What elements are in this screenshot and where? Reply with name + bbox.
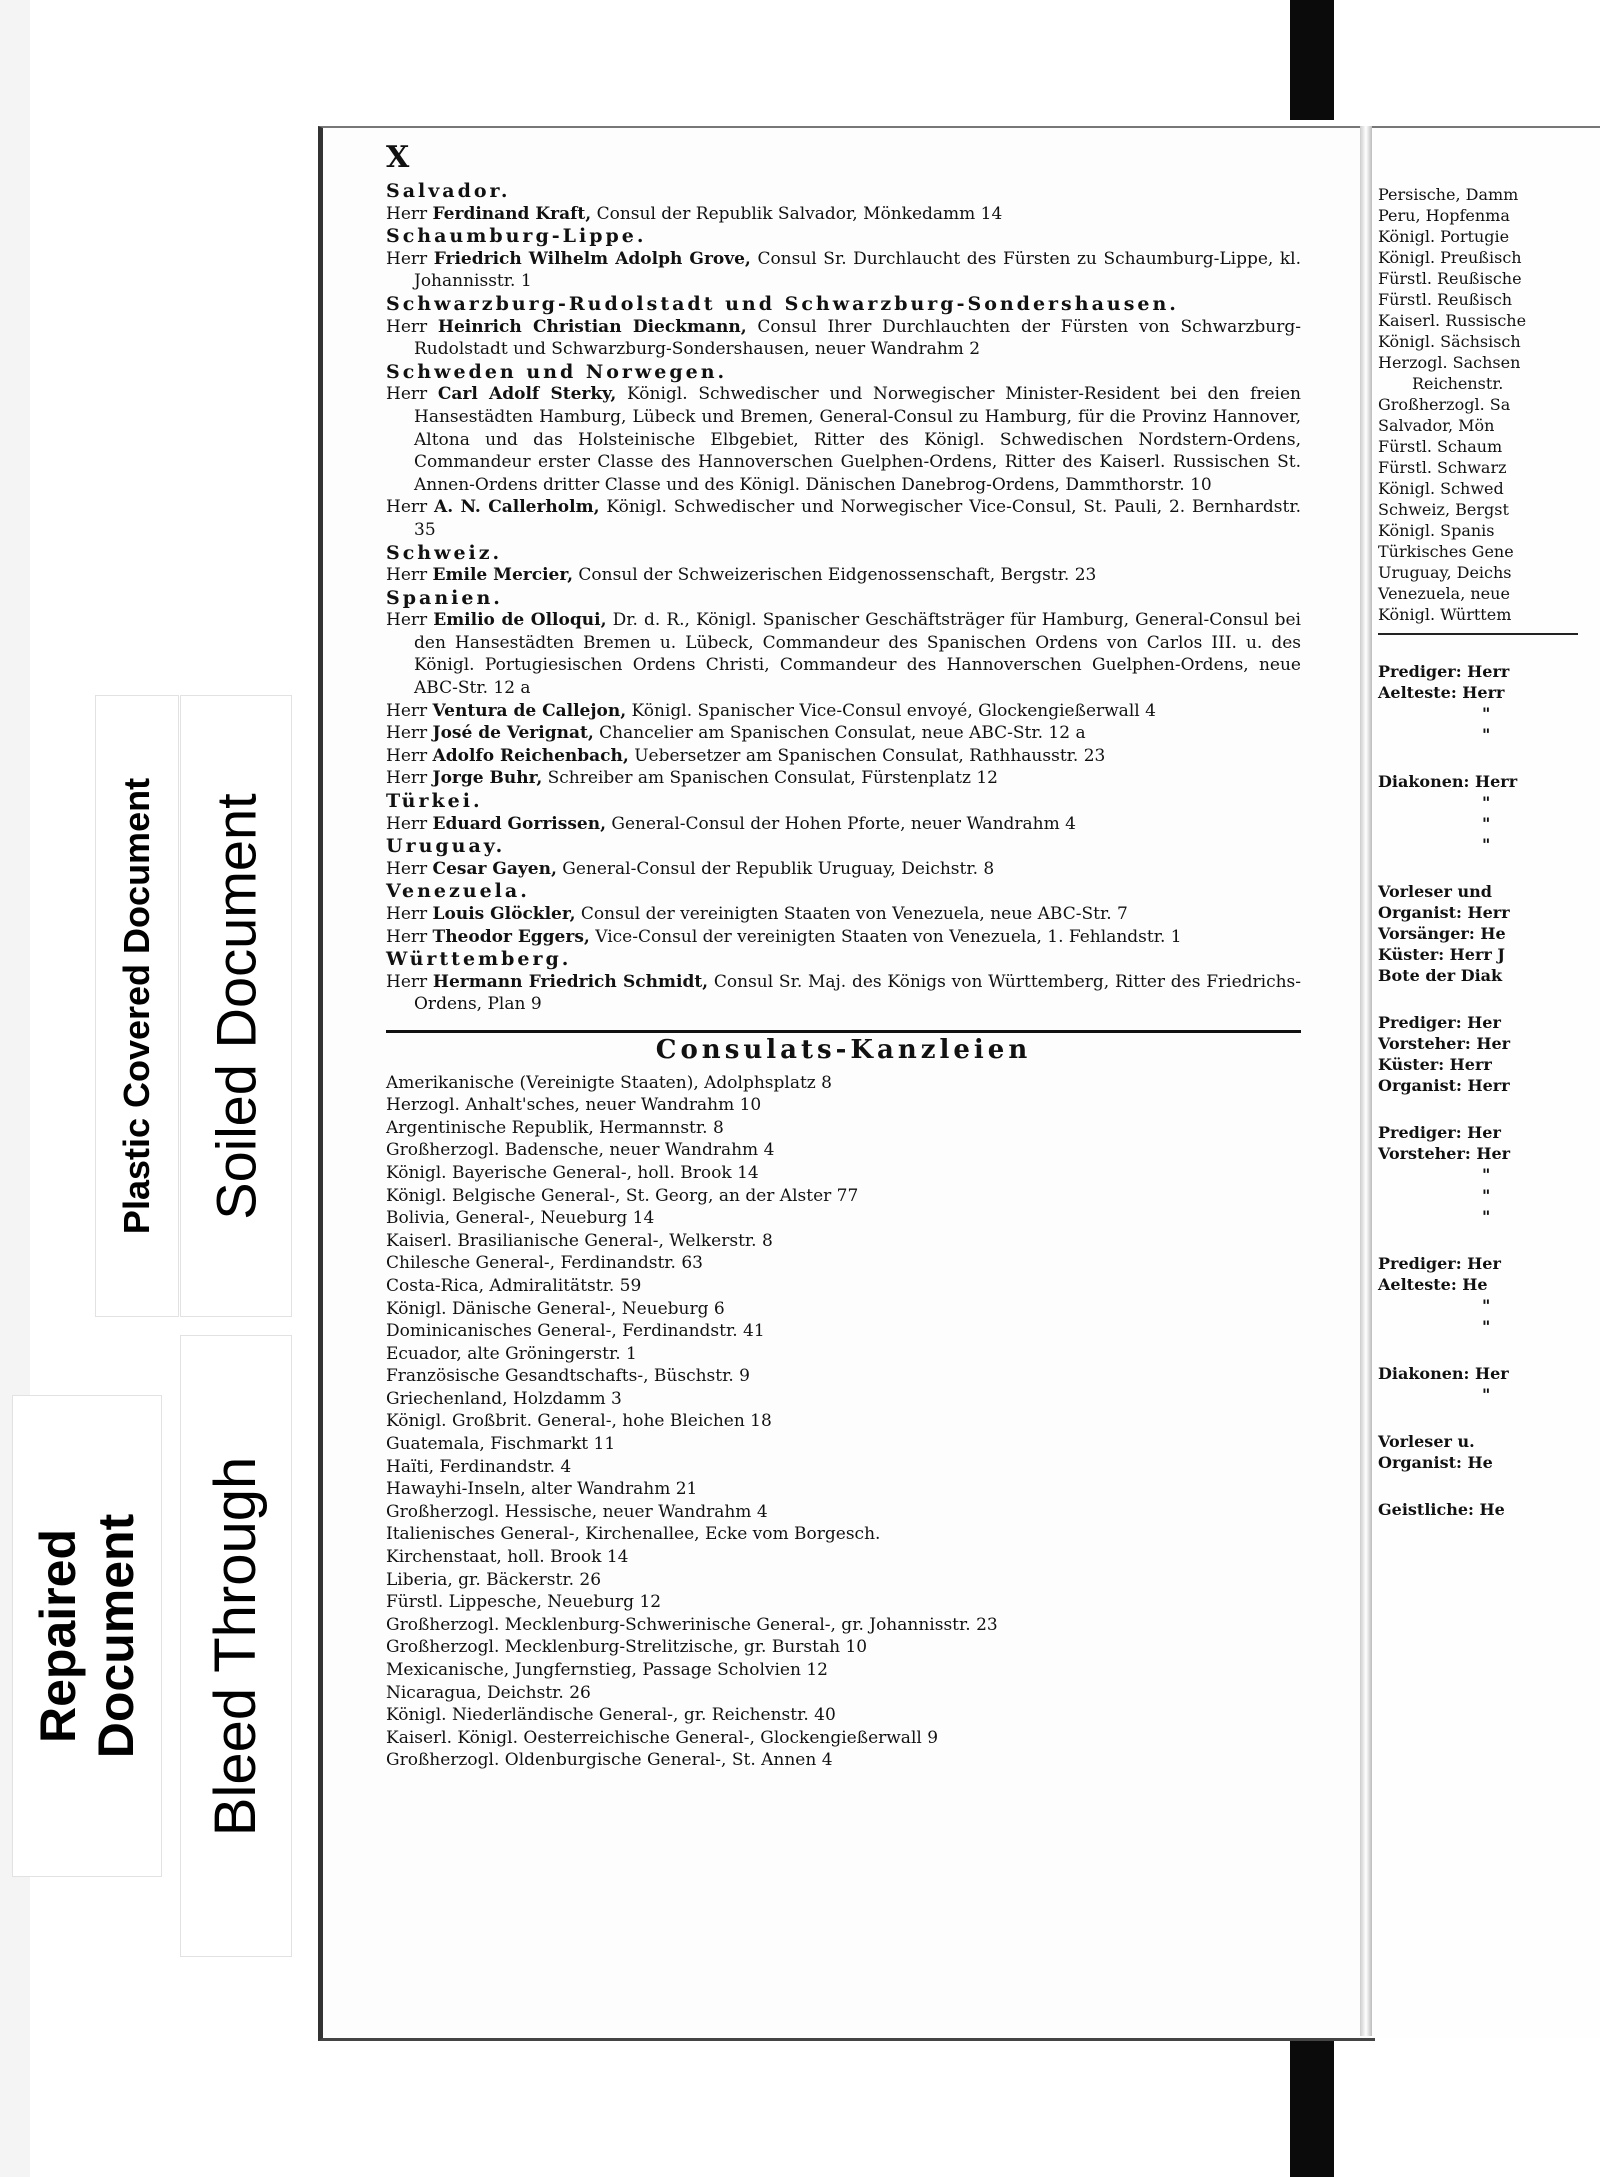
consul-details: Schreiber am Spanischen Consulat, Fürstenplatz 12 (547, 768, 998, 789)
country-heading: Venezuela. (386, 880, 530, 903)
consul-details: Dr. d. R., Königl. Spanischer Geschäftsträger für Hamburg, General-Consul bei den Hansestädten Bremen u. Lübeck, Commandeur des Spanischen Ordens von Carlos III. u. des Königl. Portugiesischen Ordens Christi, Commandeur des Hannoverschen Guelphen-Ordens, neue ABC-Str. 12 a (414, 610, 1301, 699)
kanzlei-item: Großherzogl. Hessische, neuer Wandrahm 4 (386, 1501, 768, 1522)
facing-page (1372, 126, 1600, 2038)
entry-prefix: Herr (386, 813, 428, 834)
facing-page-church-line: Organist: Herr (1378, 1076, 1510, 1095)
facing-page-line: Königl. Schwed (1378, 479, 1504, 498)
facing-page-church-line: Küster: Herr J (1378, 945, 1505, 964)
consul-name: Ventura de Callejon, (432, 700, 627, 721)
facing-page-church-line: Prediger: Herr (1378, 662, 1510, 681)
facing-page-church-line: Vorsteher: Her (1378, 1144, 1511, 1163)
facing-page-church-line: Aelteste: He (1378, 1275, 1488, 1294)
facing-page-church-line: Organist: Herr (1378, 903, 1510, 922)
facing-page-church-line: Aelteste: Herr (1378, 683, 1505, 702)
book-gutter (1360, 126, 1372, 2036)
repaired-label: Repaired Document (30, 1513, 144, 1759)
facing-page-line: Königl. Württem (1378, 605, 1512, 624)
entry-prefix: Herr (386, 700, 428, 721)
consul-entry (386, 722, 1301, 745)
kanzlei-item: Königl. Niederländische General-, gr. Reichenstr. 40 (386, 1705, 836, 1726)
repaired-stamp (12, 1395, 162, 1877)
consul-details: Königl. Schwedischer und Norwegischer Vice-Consul, St. Pauli, 2. Bernhardstr. 35 (414, 497, 1301, 540)
kanzlei-item: Königl. Dänische General-, Neueburg 6 (386, 1298, 725, 1319)
kanzlei-item: Liberia, gr. Bäckerstr. 26 (386, 1569, 602, 1590)
facing-page-church-line: " (1482, 814, 1491, 833)
entry-prefix: Herr (386, 203, 428, 224)
country-heading: Türkei. (386, 790, 483, 813)
kanzlei-item: Fürstl. Lippesche, Neueburg 12 (386, 1592, 662, 1613)
facing-page-church-line: " (1482, 1186, 1491, 1205)
facing-page-church-line: Diakonen: Herr (1378, 772, 1518, 791)
facing-page-line: Persische, Damm (1378, 185, 1519, 204)
facing-page-church-line: " (1482, 725, 1491, 744)
consul-name: Adolfo Reichenbach, (432, 745, 629, 766)
kanzlei-item: Königl. Belgische General-, St. Georg, an der Alster 77 (386, 1185, 859, 1206)
consul-name: Emile Mercier, (432, 565, 573, 586)
facing-page-line: Großherzogl. Sa (1378, 395, 1511, 414)
facing-page-church-line: Vorleser und (1378, 882, 1492, 901)
kanzlei-item: Griechenland, Holzdamm 3 (386, 1388, 622, 1409)
consul-details: Vice-Consul der vereinigten Staaten von Venezuela, 1. Fehlandstr. 1 (595, 926, 1182, 947)
entry-prefix: Herr (386, 768, 428, 789)
facing-page-church-line: Vorleser u. (1378, 1432, 1475, 1451)
facing-page-church-line: Küster: Herr (1378, 1055, 1492, 1074)
kanzlei-item: Argentinische Republik, Hermannstr. 8 (386, 1117, 724, 1138)
kanzleien-title: Consulats-Kanzleien (655, 1034, 1032, 1065)
facing-page-church-line: " (1482, 704, 1491, 723)
facing-page-line: Fürstl. Schaum (1378, 437, 1503, 456)
consul-details: General-Consul der Republik Uruguay, Deichstr. 8 (562, 858, 995, 879)
bleed-through-label: Bleed Through (203, 1456, 269, 1836)
entry-prefix: Herr (386, 610, 428, 631)
consul-entry (386, 903, 1301, 926)
entry-prefix: Herr (386, 858, 428, 879)
country-heading: Uruguay. (386, 835, 506, 858)
facing-page-church-list (1372, 661, 1600, 1520)
bleed-through-stamp (180, 1335, 292, 1957)
kanzlei-item: Bolivia, General-, Neueburg 14 (386, 1208, 655, 1229)
entry-prefix: Herr (386, 316, 428, 337)
facing-page-church-line: Vorsteher: Her (1378, 1034, 1511, 1053)
consul-entry (386, 767, 1301, 790)
consul-entry (386, 926, 1301, 949)
facing-page-line: Königl. Preußisch (1378, 248, 1522, 267)
facing-page-line: Schweiz, Bergst (1378, 500, 1509, 519)
facing-page-line: Peru, Hopfenma (1378, 206, 1510, 225)
consul-details: Consul Sr. Maj. des Königs von Württemberg, Ritter des Friedrichs-Ordens, Plan 9 (414, 971, 1302, 1015)
facing-page-church-line: " (1482, 1317, 1491, 1336)
consul-details: Consul Ihrer Durchlauchten der Fürsten von Schwarzburg-Rudolstadt und Schwarzburg-Sondershausen, neuer Wandrahm 2 (414, 316, 1301, 360)
scan-black-bar-top (1290, 0, 1334, 120)
consul-entry (386, 564, 1301, 587)
consul-details: Chancelier am Spanischen Consulat, neue ABC-Str. 12 a (599, 723, 1086, 744)
consul-details: Consul der Republik Salvador, Mönkedamm 14 (596, 203, 1003, 224)
facing-page-line: Fürstl. Reußisch (1378, 290, 1513, 309)
kanzlei-item: Ecuador, alte Gröningerstr. 1 (386, 1343, 637, 1364)
kanzlei-item: Nicaragua, Deichstr. 26 (386, 1682, 591, 1703)
kanzlei-item: Großherzogl. Oldenburgische General-, St. Annen 4 (386, 1750, 833, 1771)
facing-page-church-line: " (1482, 1165, 1491, 1184)
consul-name: Hermann Friedrich Schmidt, (432, 971, 709, 992)
facing-page-church-line: Geistliche: He (1378, 1500, 1505, 1519)
consul-entry (386, 745, 1301, 768)
entry-prefix: Herr (386, 904, 428, 924)
consul-details: Königl. Schwedischer und Norwegischer Minister-Resident bei den freien Hansestädten Hamburg, Lübeck und Bremen, General-Consul zu Hamburg, für die Provinz Hannover, Altona und das Holsteinische Elbgebiet, Ritter des Königl. Schwedischen Nordstern-Ordens, Commandeur erster Classe des Hannoverschen Guelphen-Ordens, Ritter des Kaiserl. Russischen St. Annen-Ordens dritter Classe und des Königl. Dänischen Danebrog-Ordens, Dammthorstr. 10 (414, 384, 1302, 495)
entry-prefix: Herr (386, 497, 428, 518)
entry-prefix: Herr (386, 971, 428, 992)
consul-details: Uebersetzer am Spanischen Consulat, Rathhausstr. 23 (634, 745, 1106, 766)
kanzlei-item: Italienisches General-, Kirchenallee, Ecke vom Borgesch. (386, 1524, 881, 1545)
kanzlei-item: Großherzogl. Badensche, neuer Wandrahm 4 (386, 1140, 775, 1161)
facing-page-church-line: Vorsänger: He (1378, 924, 1506, 943)
facing-page-rule (1378, 633, 1578, 635)
facing-page-church-line: " (1482, 1385, 1491, 1404)
facing-page-line: Königl. Portugie (1378, 227, 1510, 246)
kanzlei-item: Königl. Großbrit. General-, hohe Bleichen 18 (386, 1411, 772, 1432)
kanzlei-item: Mexicanische, Jungfernstieg, Passage Scholvien 12 (386, 1660, 828, 1680)
consul-name: Louis Glöckler, (432, 904, 576, 924)
facing-page-line: Venezuela, neue (1378, 584, 1510, 603)
consul-entry (386, 383, 1301, 496)
consul-entry (386, 248, 1301, 293)
country-heading: Spanien. (386, 586, 503, 609)
entry-prefix: Herr (386, 248, 428, 269)
soiled-label: Soiled Document (204, 792, 268, 1220)
page-number: X (386, 140, 410, 175)
kanzlei-item: Großherzogl. Mecklenburg-Schwerinische General-, gr. Johannisstr. 23 (386, 1614, 998, 1635)
kanzlei-item: Haïti, Ferdinandstr. 4 (386, 1456, 572, 1477)
kanzlei-item: Dominicanisches General-, Ferdinandstr. 41 (386, 1321, 765, 1342)
country-heading: Schweiz. (386, 541, 503, 564)
consul-details: Königl. Spanischer Vice-Consul envoyé, Glockengießerwall 4 (631, 700, 1156, 721)
kanzlei-item: Kirchenstaat, holl. Brook 14 (386, 1547, 629, 1568)
consul-name: Ferdinand Kraft, (432, 203, 592, 224)
facing-page-church-line: Bote der Diak (1378, 966, 1503, 985)
kanzlei-item: Chilesche General-, Ferdinandstr. 63 (386, 1253, 703, 1274)
consul-name: Jorge Buhr, (432, 768, 543, 789)
consul-name: José de Verignat, (432, 723, 594, 744)
consul-entry (386, 813, 1301, 836)
consul-entry (386, 496, 1301, 541)
facing-page-church-line: Prediger: Her (1378, 1254, 1501, 1273)
facing-page-line: Fürstl. Schwarz (1378, 458, 1507, 477)
kanzlei-item: Costa-Rica, Admiralitätstr. 59 (386, 1275, 642, 1296)
consul-details: Consul der vereinigten Staaten von Venezuela, neue ABC-Str. 7 (580, 904, 1128, 924)
facing-page-church-line: " (1482, 1207, 1491, 1226)
consul-name: A. N. Callerholm, (434, 497, 600, 518)
consul-entries (386, 180, 1301, 1016)
facing-page-line: Königl. Spanis (1378, 521, 1495, 540)
consul-name: Carl Adolf Sterky, (437, 384, 617, 405)
country-heading: Schwarzburg-Rudolstadt und Schwarzburg-Sondershausen. (386, 292, 1179, 315)
consul-name: Heinrich Christian Dieckmann, (437, 316, 747, 337)
facing-page-list (1372, 128, 1600, 625)
plastic-covered-label: Plastic Covered Document (116, 777, 158, 1235)
kanzlei-item: Amerikanische (Vereinigte Staaten), Adolphsplatz 8 (386, 1072, 832, 1093)
consul-details: Consul Sr. Durchlaucht des Fürsten zu Schaumburg-Lippe, kl. Johannisstr. 1 (414, 248, 1302, 292)
consul-details: General-Consul der Hohen Pforte, neuer Wandrahm 4 (611, 813, 1076, 834)
consul-entry (386, 316, 1301, 361)
consul-name: Friedrich Wilhelm Adolph Grove, (433, 248, 751, 269)
entry-prefix: Herr (386, 565, 428, 586)
consul-details: Consul der Schweizerischen Eidgenossenschaft, Bergstr. 23 (578, 565, 1097, 586)
country-heading: Schweden und Norwegen. (386, 360, 728, 383)
kanzlei-item: Kaiserl. Königl. Oesterreichische General-, Glockengießerwall 9 (386, 1727, 939, 1748)
consul-name: Emilio de Olloqui, (433, 610, 607, 631)
soiled-stamp (180, 695, 292, 1317)
facing-page-church-line: Organist: He (1378, 1453, 1493, 1472)
consul-entry (386, 700, 1301, 723)
entry-prefix: Herr (386, 745, 428, 766)
scan-black-bar-bottom (1290, 2035, 1334, 2177)
kanzlei-item: Hawayhi-Inseln, alter Wandrahm 21 (386, 1479, 698, 1500)
country-heading: Schaumburg-Lippe. (386, 225, 647, 248)
kanzlei-item: Königl. Bayerische General-, holl. Brook 14 (386, 1162, 759, 1183)
facing-page-line: Uruguay, Deichs (1378, 563, 1512, 582)
entry-prefix: Herr (386, 723, 428, 744)
facing-page-line: Reichenstr. (1412, 374, 1504, 393)
kanzleien-list (386, 1072, 1301, 1772)
facing-page-church-line: " (1482, 1296, 1491, 1315)
facing-page-church-line: Diakonen: Her (1378, 1364, 1509, 1383)
country-heading: Württemberg. (386, 948, 572, 971)
facing-page-church-line: " (1482, 835, 1491, 854)
facing-page-church-line: " (1482, 793, 1491, 812)
consul-name: Eduard Gorrissen, (432, 813, 606, 834)
consul-entry (386, 858, 1301, 881)
entry-prefix: Herr (386, 926, 428, 947)
consuls-listing (386, 180, 1301, 1772)
kanzlei-item: Guatemala, Fischmarkt 11 (386, 1434, 616, 1455)
kanzlei-item: Französische Gesandtschafts-, Büschstr. 9 (386, 1366, 750, 1387)
consul-name: Cesar Gayen, (432, 858, 557, 879)
consul-entry (386, 203, 1301, 226)
facing-page-church-line: Prediger: Her (1378, 1013, 1501, 1032)
country-heading: Salvador. (386, 180, 511, 202)
facing-page-line: Kaiserl. Russische (1378, 311, 1527, 330)
facing-page-line: Herzogl. Sachsen (1378, 353, 1521, 372)
kanzlei-item: Herzogl. Anhalt'sches, neuer Wandrahm 10 (386, 1095, 762, 1116)
kanzlei-item: Kaiserl. Brasilianische General-, Welkerstr. 8 (386, 1230, 773, 1251)
facing-page-line: Königl. Sächsisch (1378, 332, 1521, 351)
consul-entry (386, 609, 1301, 699)
section-divider (386, 1030, 1301, 1033)
facing-page-church-line: Prediger: Her (1378, 1123, 1501, 1142)
consul-entry (386, 971, 1301, 1016)
entry-prefix: Herr (386, 384, 428, 405)
facing-page-line: Salvador, Mön (1378, 416, 1495, 435)
kanzlei-item: Großherzogl. Mecklenburg-Strelitzische, gr. Burstah 10 (386, 1637, 868, 1658)
plastic-covered-stamp (95, 695, 179, 1317)
facing-page-line: Fürstl. Reußische (1378, 269, 1522, 288)
facing-page-line: Türkisches Gene (1378, 542, 1514, 561)
consul-name: Theodor Eggers, (432, 926, 590, 947)
